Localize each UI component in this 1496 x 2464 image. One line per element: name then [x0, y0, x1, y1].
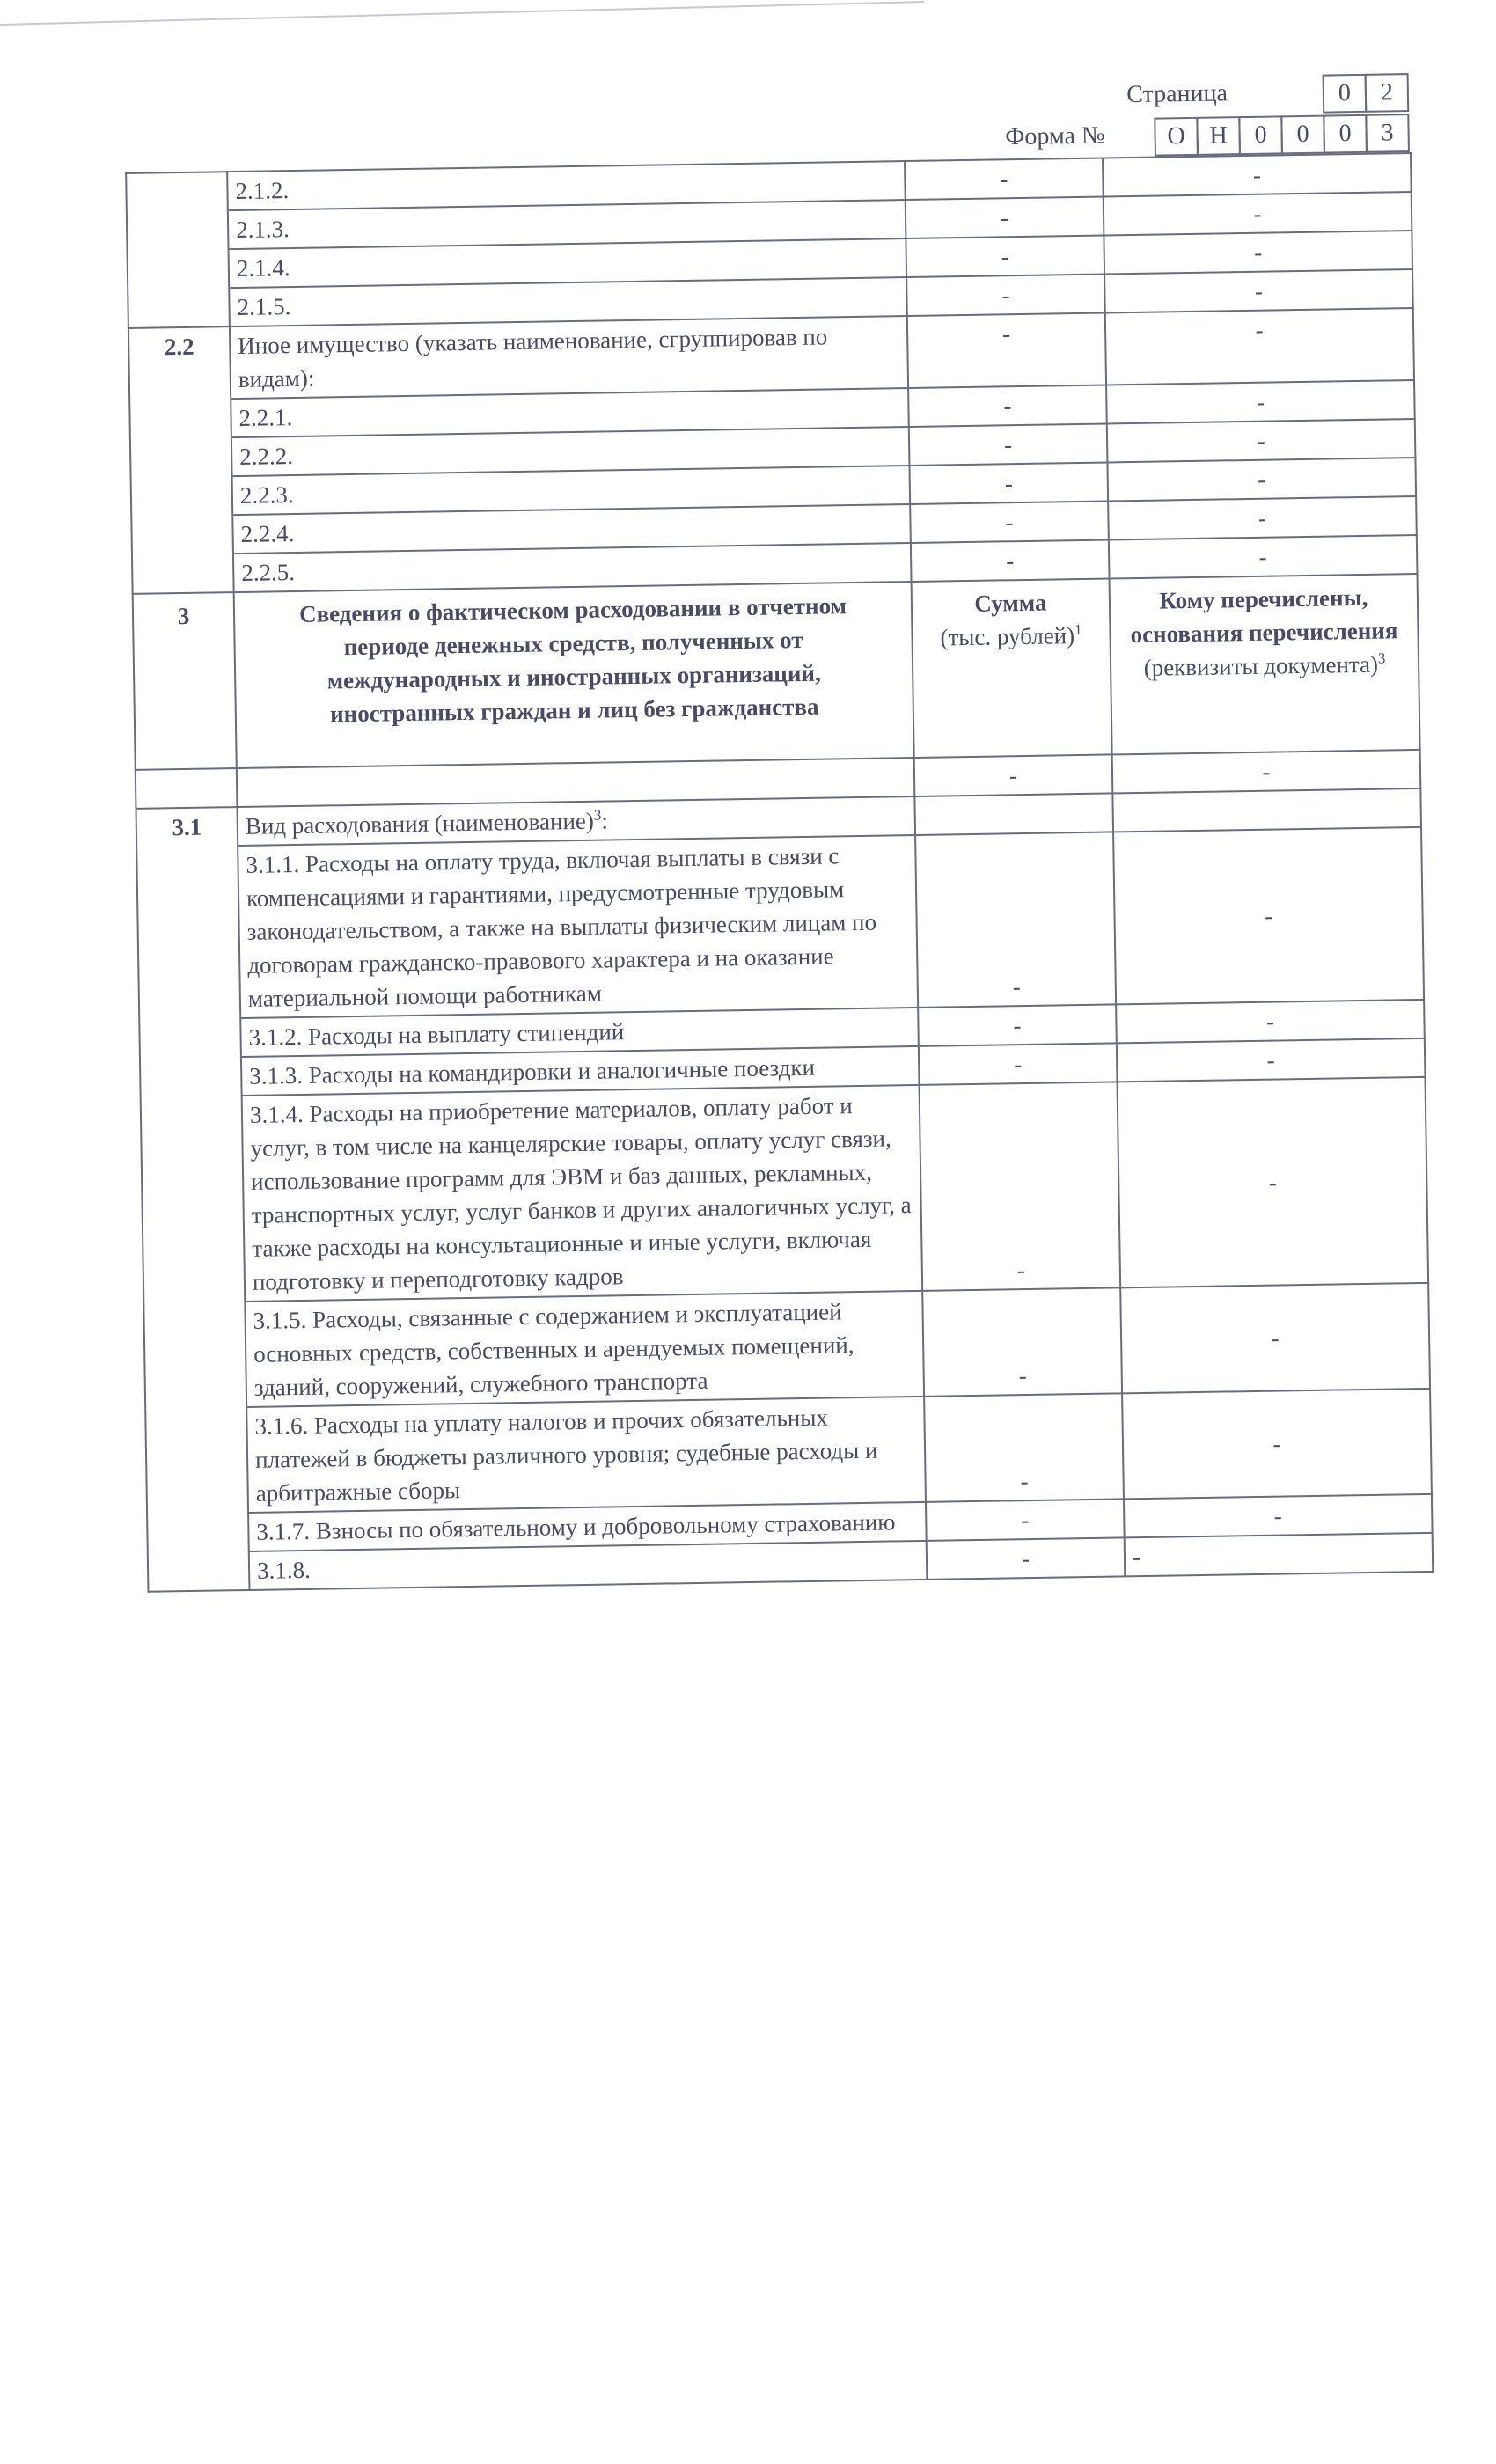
sum-value: - — [918, 1004, 1117, 1046]
info-column-unit — [1118, 647, 1412, 685]
page-digit: 0 — [1323, 74, 1368, 114]
form-sheet — [123, 33, 1432, 1593]
row-number — [130, 437, 232, 478]
row-label: 2.1.3. — [228, 200, 906, 249]
form-code-char: Н — [1196, 116, 1241, 156]
section-number: 3.1 — [136, 807, 238, 847]
empty-cell — [914, 793, 1113, 835]
row-number — [143, 1302, 246, 1409]
row-label: 2.1.4. — [229, 238, 907, 288]
sum-value: - — [914, 754, 1113, 796]
row-label: 2.2.5. — [233, 543, 912, 592]
info-value: - — [1106, 380, 1415, 423]
sum-value: - — [906, 236, 1104, 278]
row-label: 2.2.3. — [232, 466, 911, 515]
row-label: 3.1.1. Расходы на оплату труда, включая выплаты в связи с компенсациями и гарантиями, предусмотренные трудовым законодательством, а также на выплаты физическим лицам по договорам гражданско-правового характера и на оказание материальной помощи работникам — [238, 835, 918, 1018]
row-label: 3.1.3. Расходы на командировки и аналогичные поездки — [241, 1046, 920, 1096]
sum-value: - — [910, 501, 1109, 543]
footnote-mark: 1 — [1074, 620, 1082, 639]
info-value: - — [1125, 1533, 1434, 1576]
sum-value: - — [906, 275, 1105, 317]
report-table — [125, 152, 1434, 1593]
title-suffix: : — [601, 807, 609, 834]
row-number — [136, 768, 238, 809]
row-number — [141, 1096, 246, 1303]
table-row — [136, 827, 1424, 1020]
table-row — [141, 1077, 1428, 1303]
section-title: Вид расходования (наименование) — [245, 807, 595, 840]
sum-value: - — [926, 1499, 1125, 1541]
info-value: - — [1124, 1494, 1433, 1537]
table-row — [143, 1283, 1430, 1409]
row-label: 3.1.8. — [249, 1541, 928, 1590]
sum-value: - — [927, 1537, 1126, 1580]
form-code-char: 0 — [1280, 115, 1325, 155]
empty-cell — [1112, 788, 1421, 832]
info-value: - — [1107, 458, 1416, 501]
row-number — [147, 1513, 249, 1553]
sum-value: - — [909, 423, 1108, 466]
row-number — [128, 288, 230, 328]
sum-unit-text: (тыс. рублей) — [940, 622, 1075, 651]
form-code-boxes — [1155, 114, 1410, 157]
info-value: - — [1104, 231, 1412, 274]
info-value: - — [1109, 535, 1418, 578]
row-label: 3.1.6. Расходы на уплату налогов и прочих обязательных платежей в бюджеты различного уровня; судебные расходы и арбитражные сборы — [246, 1397, 926, 1513]
form-code-char: О — [1154, 117, 1199, 157]
form-code-char: 0 — [1323, 114, 1368, 154]
section-number: 2.2 — [128, 326, 231, 400]
row-number — [148, 1551, 250, 1592]
scan-edge-line — [0, 0, 1496, 35]
form-label: Форма № — [1005, 121, 1105, 151]
section-number: 3 — [133, 592, 237, 770]
sum-value: - — [905, 158, 1104, 201]
sum-column-header — [912, 578, 1112, 758]
row-number — [129, 399, 231, 439]
sum-value: - — [909, 462, 1108, 504]
row-label: 2.1.2. — [227, 161, 906, 210]
row-number — [131, 476, 233, 517]
table-row — [145, 1389, 1432, 1514]
row-label: 2.2.1. — [231, 388, 909, 437]
info-column-title: Кому перечислены, основания перечисления — [1130, 583, 1398, 649]
row-label: 2.2.2. — [231, 427, 910, 476]
page-label: Страница — [1126, 79, 1228, 109]
sum-column-title: Сумма — [974, 589, 1047, 617]
sum-column-unit — [920, 619, 1103, 655]
sum-value: - — [908, 385, 1107, 428]
form-code-char: 0 — [1238, 115, 1283, 155]
info-value: - — [1117, 1038, 1426, 1082]
info-value: - — [1116, 1000, 1425, 1043]
section-title: Сведения о фактическом расходовании в отчетном периоде денежных средств, полученных от международных и иностранных организаций, иностранных граждан и лиц без гражданства — [234, 582, 914, 768]
row-label: 3.1.2. Расходы на выплату стипендий — [240, 1008, 919, 1057]
info-value: - — [1104, 192, 1412, 235]
sum-value: - — [915, 832, 1116, 1008]
row-number — [131, 515, 233, 555]
sum-value: - — [919, 1043, 1118, 1085]
row-label: 2.2.4. — [232, 504, 911, 554]
sum-value: - — [906, 197, 1104, 239]
info-value: - — [1113, 827, 1424, 1004]
info-value: - — [1112, 750, 1421, 793]
sum-value: - — [920, 1082, 1121, 1291]
info-value: - — [1104, 269, 1413, 312]
row-label: 3.1.5. Расходы, связанные с содержанием и эксплуатацией основных средств, собственных и арендуемых помещений, зданий, сооружений, служебного транспорта — [245, 1291, 924, 1407]
form-code-char: 3 — [1365, 114, 1410, 153]
info-unit-text: (реквизиты документа) — [1143, 650, 1379, 681]
info-value: - — [1103, 153, 1412, 196]
row-number — [140, 1057, 242, 1097]
row-label: 3.1.7. Взносы по обязательному и добровольному страхованию — [248, 1502, 927, 1551]
sum-value: - — [922, 1287, 1122, 1397]
row-number — [145, 1407, 248, 1514]
info-value: - — [1122, 1389, 1432, 1499]
sum-value: - — [911, 539, 1110, 582]
row-label: 2.1.5. — [229, 277, 907, 326]
page-number-boxes — [1324, 73, 1410, 114]
row-number — [132, 554, 234, 594]
form-header — [123, 33, 1410, 185]
row-number — [139, 1018, 241, 1059]
row-number — [127, 210, 229, 251]
row-label: 3.1.4. Расходы на приобретение материалов, оплату работ и услуг, в том числе на канцелярские товары, оплату услуг связи, использование программ для ЭВМ и баз данных, рекламных, транспортных услуг, услуг банков и других аналогичных услуг, а также расходы на консультационные и иные услуги, включая подготовку и переподготовку кадров — [242, 1085, 923, 1302]
section-3-header-row — [133, 574, 1420, 770]
row-number — [136, 846, 240, 1020]
row-number — [128, 249, 230, 290]
info-value: - — [1108, 496, 1417, 539]
info-value: - — [1105, 308, 1414, 385]
info-value: - — [1118, 1077, 1429, 1287]
info-value: - — [1107, 419, 1416, 462]
sum-value: - — [907, 313, 1106, 389]
section-title: Иное имущество (указать наименование, сгруппировав по видам): — [230, 316, 908, 399]
page-digit: 2 — [1365, 73, 1410, 113]
sum-value: - — [924, 1393, 1124, 1502]
footnote-mark: 3 — [1377, 649, 1386, 667]
info-column-header — [1110, 574, 1420, 754]
footnote-mark: 3 — [593, 806, 602, 824]
info-value: - — [1120, 1283, 1430, 1393]
